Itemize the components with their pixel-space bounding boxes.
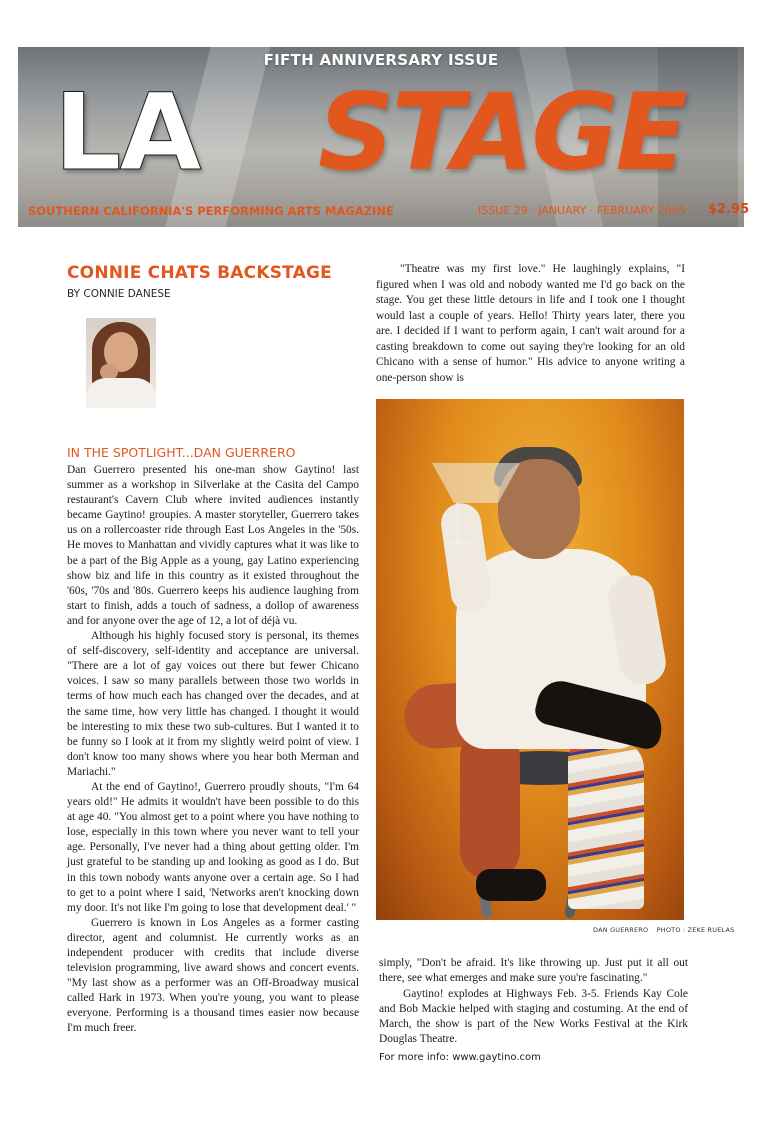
magazine-tagline: SOUTHERN CALIFORNIA'S PERFORMING ARTS MAGAZINE: [28, 204, 394, 218]
martini-glass-foot: [446, 541, 470, 545]
article-left-column: [67, 463, 359, 1037]
issue-price: $2.95: [708, 202, 750, 217]
more-info-link[interactable]: For more info: www.gaytino.com: [379, 1051, 541, 1063]
article-paragraph: Gaytino! explodes at Highways Feb. 3-5. Friends Kay Cole and Bob Mackie helped with staging and costuming. At the end of March, the show is part of the New Works Festival at the Kirk Douglas Theatre.: [379, 987, 688, 1046]
photo-caption-credit: PHOTO : ZEKE RUELAS: [656, 926, 735, 934]
logo-la: LA: [54, 71, 200, 194]
feature-photo: [376, 399, 684, 920]
article-paragraph: Dan Guerrero presented his one-man show Gaytino! last summer as a workshop in Silverlake at the Casita del Campo restaurant's Cavern Club where invited audiences instantly became Gaytino! groupies. A master storyteller, Guerrero takes us on a rollercoaster ride through East Los Angeles in the '50s. He moves to Manhattan and vividly captures what it was like to be a part of the Big Apple as a young, gay Latino experiencing show biz and life in this country as it existed throughout the '60s, '70s and '80s. Guerrero keeps his audience laughing from start to finish, adds a touch of sadness, a dollop of awareness and for anyone over the age of 12, a lot of déjà vu.: [67, 464, 359, 627]
martini-glass-stem: [456, 503, 459, 543]
issue-info: ISSUE 29 · JANUARY · FEBRUARY 2005: [478, 204, 686, 217]
article-paragraph: simply, "Don't be afraid. It's like throwing up. Just put it all out there, see what emerges and make sure you're fascinating.": [379, 957, 688, 985]
photo-serape: [568, 739, 644, 909]
issue-banner: FIFTH ANNIVERSARY ISSUE: [263, 51, 499, 69]
photo-arm: [439, 501, 494, 615]
martini-glass-icon: [432, 463, 520, 503]
photo-caption-subject: DAN GUERRERO: [593, 926, 649, 934]
photo-shoe: [476, 869, 546, 901]
magazine-masthead: [18, 47, 750, 227]
logo-stage: STAGE: [318, 71, 685, 194]
article-headline: CONNIE CHATS BACKSTAGE: [67, 263, 332, 283]
article-right-column-top: [376, 262, 685, 386]
article-right-column-bottom: [379, 956, 688, 1065]
author-photo-shirt: [86, 378, 156, 408]
photo-pants: [460, 729, 520, 879]
article-paragraph: "Theatre was my first love." He laughingly explains, "I figured when I was old and nobody wanted me I'd go back on the stage. You get these little detours in life and I took one I thought would last a couple of years. Hello! Thirty years later, there you are. I decided if I want to perform again, I can't wait around for a casting breakdown to come out saying they're looking for an old Chicano with a sense of humor." His advice to anyone writing a one-person show is: [376, 263, 685, 384]
section-heading: IN THE SPOTLIGHT...DAN GUERRERO: [67, 445, 296, 460]
article-paragraph: At the end of Gaytino!, Guerrero proudly shouts, "I'm 64 years old!" He admits it wouldn't have been possible to do this at age 40. "You almost get to a point where you have nothing to lose, especially in this town where you never want to tell your age. Personally, I've never had a thing about getting older. I'm just grateful to be standing up and looking as good as I do. But in this town nobody wants anyone over a certain age. So I had to get to a point where I said, 'Networks aren't knocking down my door. It's not like I'm going to lose that development deal.' ": [67, 780, 359, 914]
author-photo: [86, 318, 156, 400]
article-paragraph: Guerrero is known in Los Angeles as a former casting director, agent and columnist. He currently works as an independent producer with credits that include diverse television programming, live award shows and concert events. "My last show as a performer was an Off-Broadway musical called Hark in 1973. When you're young, you want to please everyone. Performing is a thousand times easier now because I'm much freer.: [67, 916, 359, 1035]
photo-caption: [593, 926, 734, 934]
article-byline: BY CONNIE DANESE: [67, 288, 171, 300]
article-paragraph: Although his highly focused story is personal, its themes of self-discovery, self-identity and acceptance are universal. "There are a lot of gay voices out there but fewer Chicano voices. I saw so many parallels between those two worlds in terms of how much each has changed over the decades, and at the same time, how very little has changed. I thought it would be interesting to mix these two sub-cultures. But I wanted it to be funny so I look at it from my slightly weird point of view. I don't know too many shows where you hear both Merman and Mariachi.": [67, 630, 359, 778]
